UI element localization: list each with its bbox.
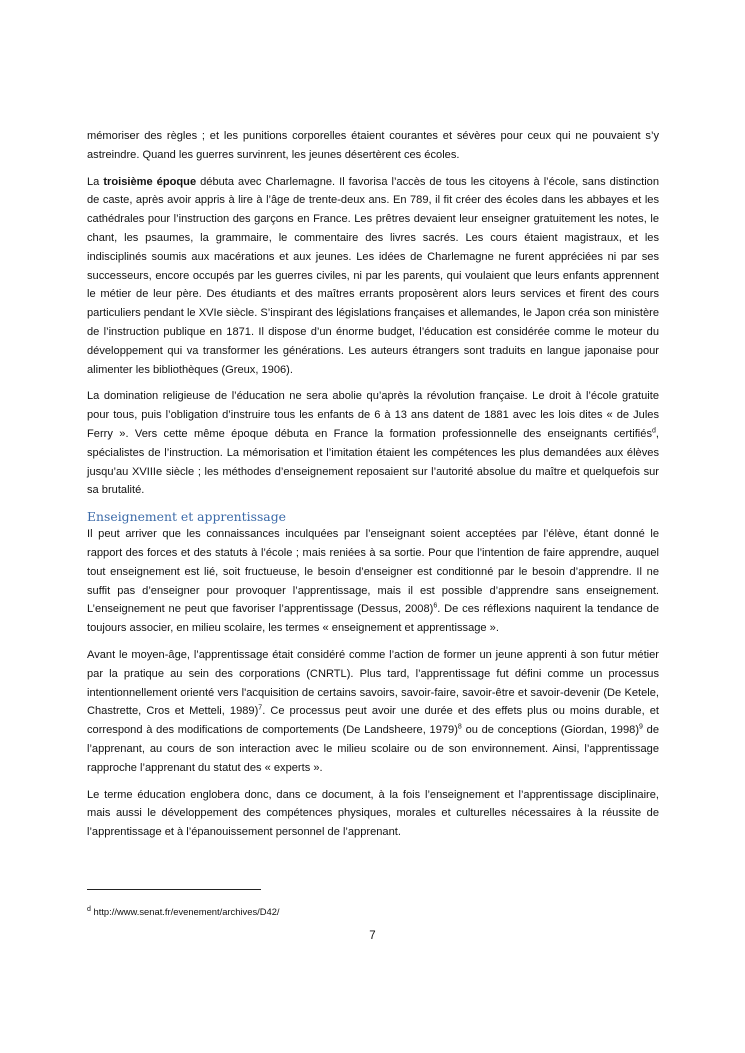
paragraph-4-text-a: Il peut arriver que les connaissances inculquées par l’enseignant soient acceptées par l’élève, étant donné le rapport des forces et des statuts à l’école ; mais reniées à sa sortie. Pour que l’intention de faire apprendre, auquel tout enseignement est lié, soit fructueuse, le besoin d’enseigner est conditionné par le besoin d’apprendre. Il ne suffit pas d’enseigner pour provoquer l’apprentissage, mais il est possible d’apprendre sans enseignement. L’enseignement ne peut que favoriser l’apprentissage (Dessus, 2008): [87, 528, 659, 616]
paragraph-4-text-b: . De ces réflexions naquirent la tendance de toujours associer, en milieu scolaire, les termes « enseignement et apprentissage ».: [87, 603, 659, 635]
paragraph-5-text-c: ou de conceptions (Giordan, 1998): [461, 724, 640, 737]
body-text: [87, 127, 659, 850]
paragraph-4: [87, 525, 659, 638]
paragraph-5: [87, 646, 659, 778]
page-number: 7: [369, 930, 376, 942]
paragraph-6: [87, 786, 659, 842]
footnote-link[interactable]: http://www.senat.fr/evenement/archives/D42/: [90, 906, 280, 917]
footnote-separator: [87, 889, 261, 890]
paragraph-5-text-a: Avant le moyen-âge, l’apprentissage était considéré comme l’action de former un jeune apprenti à son futur métier par la pratique au sein des corporations (CNRTL). Plus tard, l’apprentissage fut défini comme un processus intentionnellement orienté vers l'acquisition de certains savoirs, savoir-faire, savoir-être et savoir-devenir (De Ketele, Chastrette, Cros et Metteli, 1989): [87, 648, 659, 718]
paragraph-3-text-a: La domination religieuse de l’éducation ne sera abolie qu’après la révolution française. Le droit à l’école gratuite pour tous, puis l’obligation d’instruire tous les enfants de 6 à 13 ans datent de 1881 avec les lois dites « de Jules Ferry ». Vers cette même époque débuta en France la formation professionnelle des enseignants certifiés: [87, 390, 659, 440]
section-heading: Enseignement et apprentissage: [87, 509, 286, 525]
paragraph-5-text-d: de l’apprenant, au cours de son interaction avec le milieu scolaire ou de son environnement. Ainsi, l’apprentissage rapproche l’apprenant du statut des « experts ».: [87, 724, 659, 774]
footnote-ref-8[interactable]: 8: [457, 723, 462, 731]
paragraph-3: [87, 387, 659, 500]
footnote: [87, 906, 659, 917]
footnote-ref-7[interactable]: 7: [258, 704, 263, 712]
paragraph-1-text: mémoriser des règles ; et les punitions corporelles étaient courantes et sévères pour ceux qui ne pouvaient s’y astreindre. Quand les guerres survinrent, les jeunes désertèrent ces écoles.: [87, 130, 659, 161]
paragraph-5-text-b: . Ce processus peut avoir une durée et des effets plus ou moins durable, et correspond à des modifications de comportements (De Landsheere, 1979): [87, 705, 659, 737]
paragraph-3-text-b: , spécialistes de l’instruction. La mémorisation et l’imitation étaient les compétences les plus demandées aux élèves jusqu’au XVIIIe siècle ; les méthodes d’enseignement reposaient sur l’autorité absolue du maître et quelquefois sur sa brutalité.: [87, 427, 659, 497]
footnote-marker: d: [87, 905, 91, 913]
paragraph-1: [87, 127, 659, 165]
paragraph-2: [87, 173, 659, 380]
footnote-ref-9[interactable]: 9: [639, 723, 643, 731]
paragraph-2-text: débuta avec Charlemagne. Il favorisa l’accès de tous les citoyens à l’école, sans distinction de caste, après avoir appris à lire à l’âge de trente-deux ans. En 789, il fit créer des écoles dans les abbayes et les cathédrales pour l’instruction des garçons en France. Les prêtres devaient leur enseigner gratuitement les notes, le chant, les psaumes, la grammaire, le commentaire des livres sacrés. Les cours étaient magistraux, et les indisciplinés soumis aux macérations et aux jeunes. Les idées de Charlemagne ne furent appréciées ni par ses successeurs, encore occupés par les guerres civiles, ni par les parents, qui voulaient que leurs enfants apprennent le métier de leur père. Des étudiants et des maîtres errants proposèrent alors leurs services et firent des cours particuliers pendant le XVIe siècle. S’inspirant des législations françaises et allemandes, le Japon créa son ministère de l’instruction publique en 1871. Il dispose d’un énorme budget, l’éducation est considérée comme le moteur du développement qui va transformer les générations. Les auteurs étrangers sont traduits en langue japonaise pour alimenter les bibliothèques (Greux, 1906).: [87, 175, 660, 376]
paragraph-2-bold: troisième époque: [103, 175, 197, 188]
footnote-ref-6[interactable]: 6: [433, 602, 438, 610]
footnote-ref-d[interactable]: d: [652, 427, 656, 435]
paragraph-6-text: Le terme éducation englobera donc, dans ce document, à la fois l’enseignement et l’apprentissage disciplinaire, mais aussi le développement des compétences physiques, morales et culturelles nécessaires à la réussite de l’apprentissage et à l’épanouissement personnel de l’apprenant.: [87, 788, 659, 839]
paragraph-2-prefix: La: [87, 175, 104, 188]
